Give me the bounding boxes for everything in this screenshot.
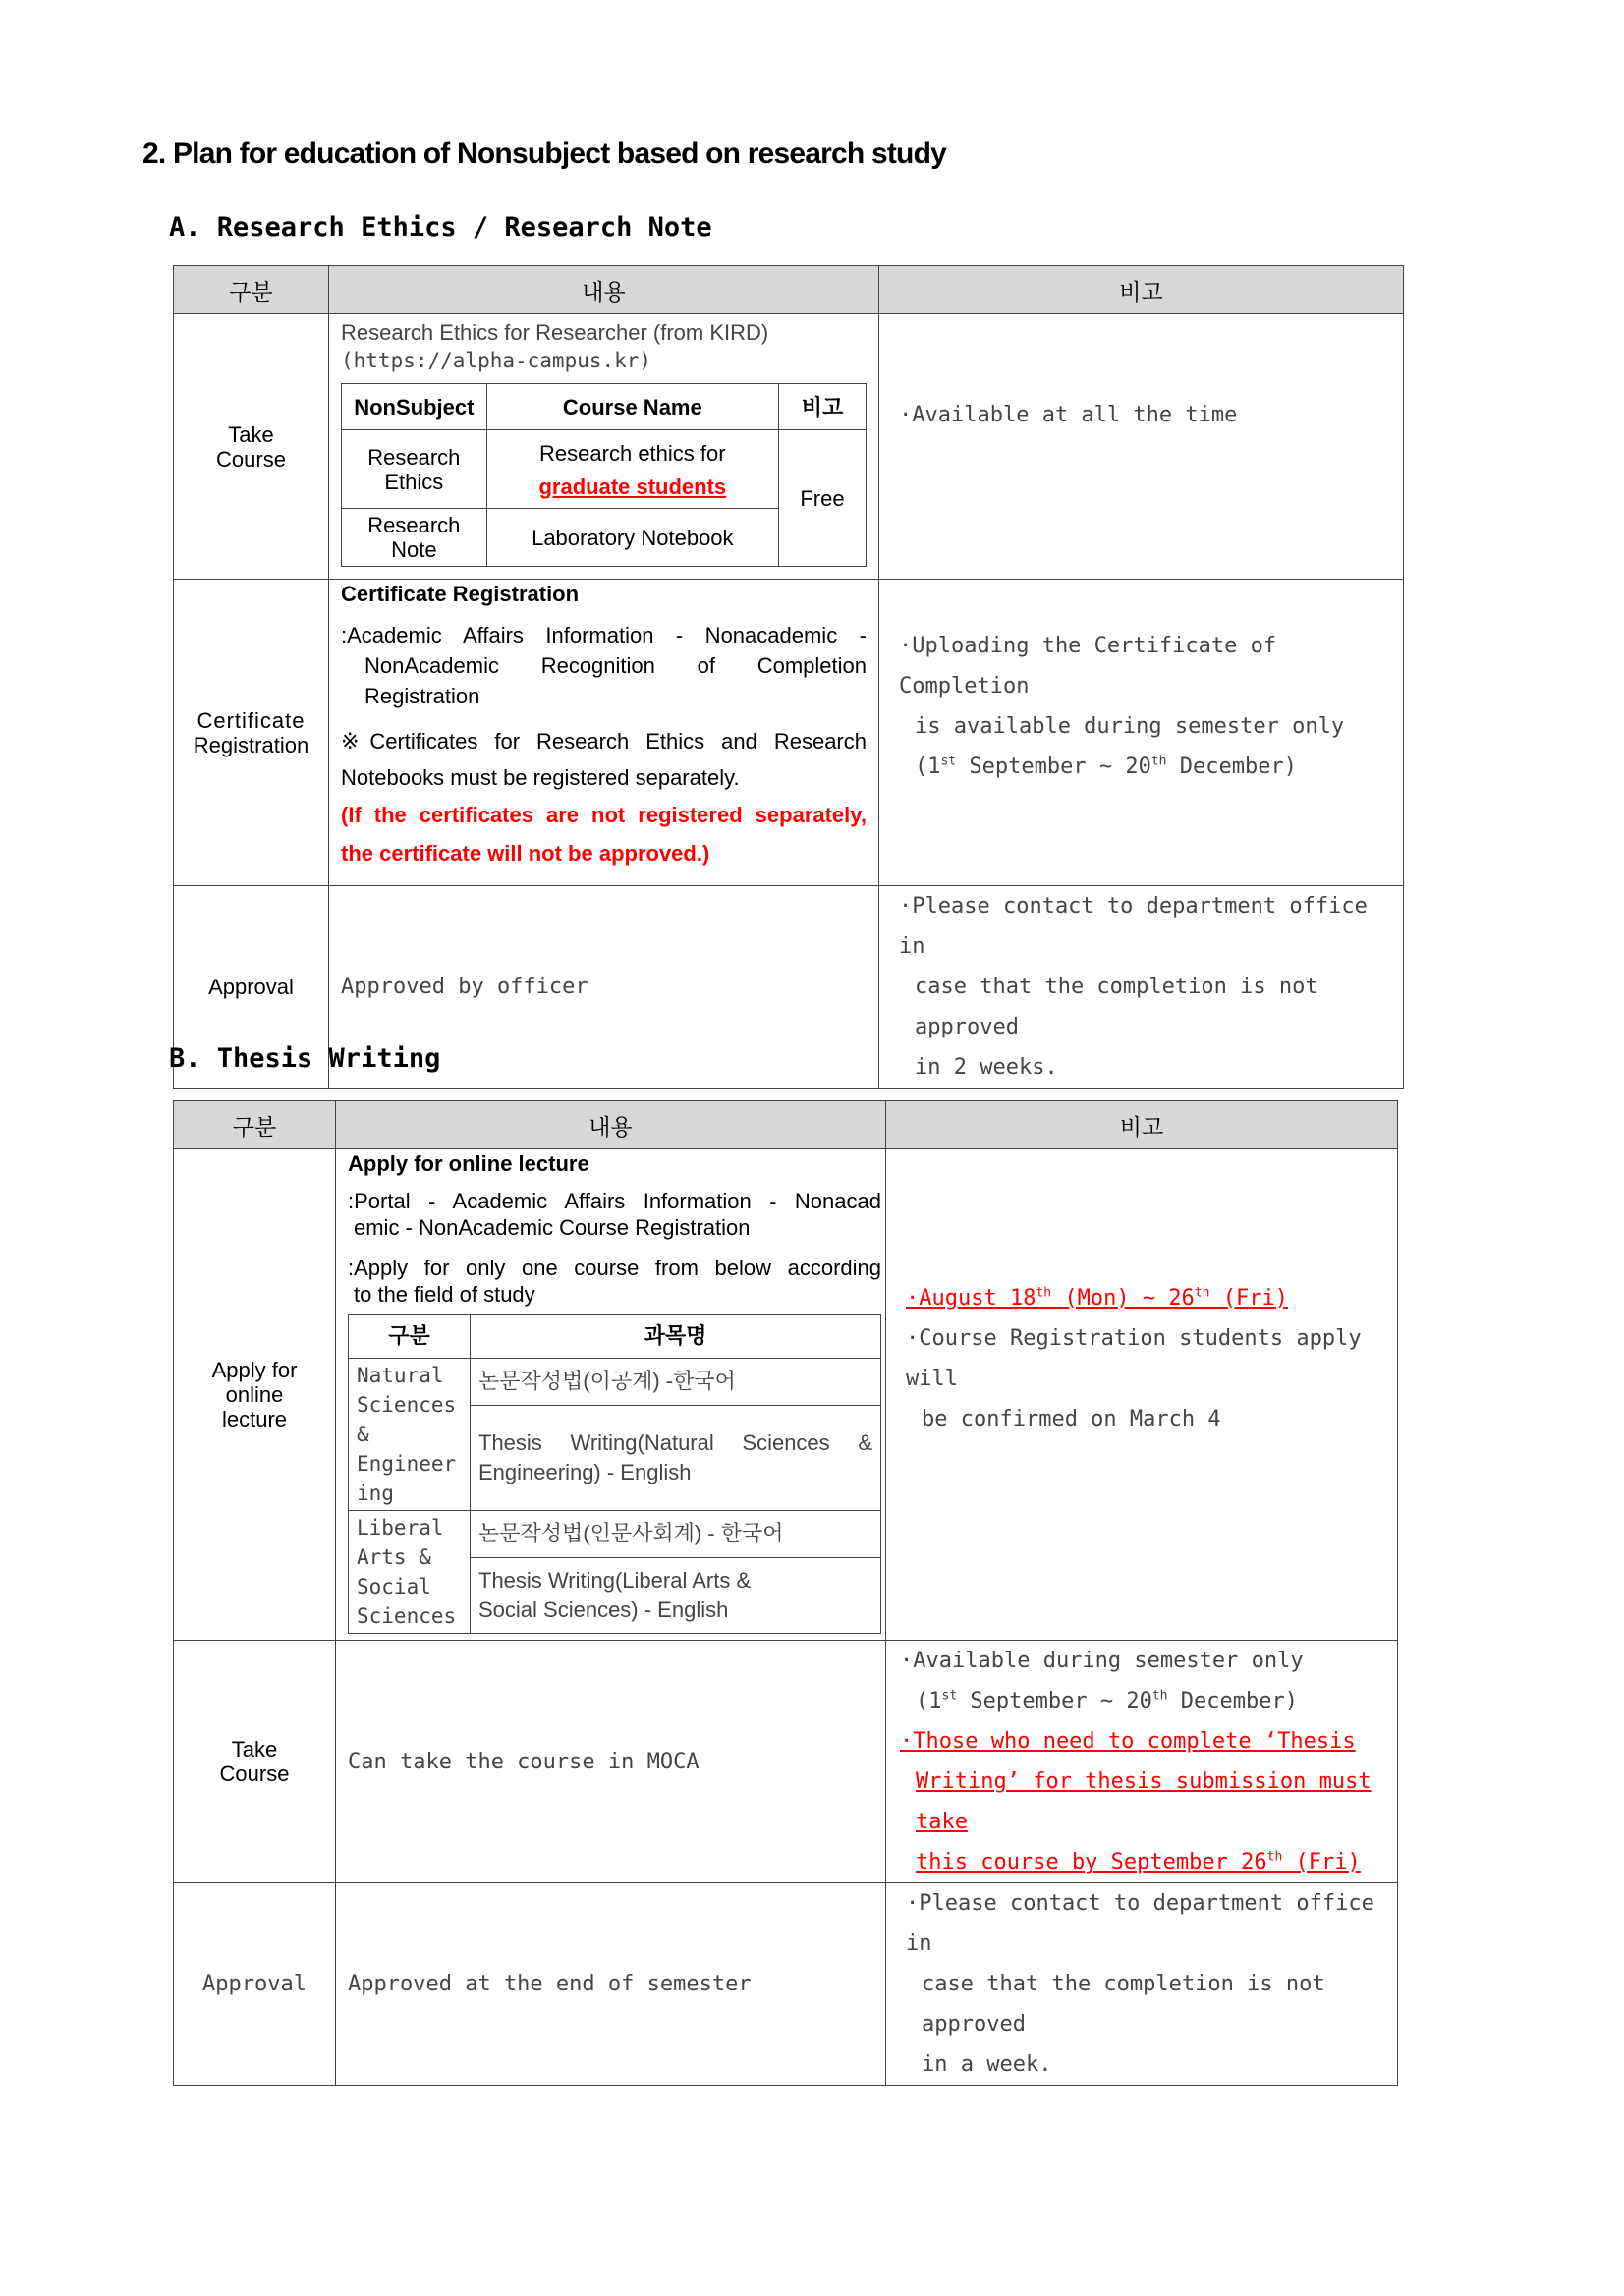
- nonsubject-cell: Research Ethics: [342, 430, 487, 509]
- table-row: [174, 314, 1404, 580]
- row-content: Approved at the end of semester: [336, 1883, 886, 2086]
- table-row: [174, 580, 1404, 886]
- intro-text: Research Ethics for Researcher (from KIRD): [341, 320, 769, 345]
- thesis-writing-table: [173, 1100, 1398, 2086]
- certificate-warning: (If the certificates are not registered separately, the certificate will not be approved.): [341, 803, 867, 866]
- inner-header: 과목명: [471, 1315, 881, 1359]
- course-name-cell: 논문작성법(인문사회계) - 한국어: [471, 1511, 881, 1558]
- table-header-row: [174, 266, 1404, 314]
- certificate-note: ※Certificates for Research Ethics and Research Notebooks must be registered separately.: [341, 729, 867, 790]
- inner-header: 구분: [349, 1315, 471, 1359]
- table-header-row: [174, 1101, 1398, 1149]
- table-row: [174, 1883, 1398, 2086]
- header-remark: 비고: [886, 1101, 1398, 1149]
- apply-instruction: :Apply for only one course from below according to the field of study: [348, 1256, 881, 1307]
- research-ethics-table: [173, 265, 1404, 1089]
- row-content: Can take the course in MOCA: [336, 1641, 886, 1883]
- row-remark: ·Uploading the Certificate of Completion is available during semester only (1st September ~ 20th December): [879, 580, 1404, 886]
- row-category: Take Course: [174, 1641, 336, 1883]
- row-content: [329, 580, 879, 886]
- course-name-cell: Research ethics for graduate students: [486, 430, 778, 509]
- row-content: [329, 314, 879, 580]
- table-row: [174, 1641, 1398, 1883]
- row-content: Approved by officer: [329, 886, 879, 1089]
- course-name-cell: Thesis Writing(Natural Sciences & Engineering) - English: [471, 1405, 881, 1510]
- header-category: 구분: [174, 1101, 336, 1149]
- certificate-path: :Academic Affairs Information - Nonacademic - NonAcademic Recognition of Completion Registration: [341, 623, 867, 708]
- fee-cell: Free: [778, 430, 866, 567]
- table-row: [174, 1149, 1398, 1641]
- row-content: [336, 1149, 886, 1641]
- row-category: [174, 314, 329, 580]
- section-a-title: A. Research Ethics / Research Note: [169, 212, 712, 243]
- intro-url: (https://alpha-campus.kr): [341, 349, 652, 372]
- course-name-cell: 논문작성법(이공계) -한국어: [471, 1359, 881, 1406]
- certificate-heading: Certificate Registration: [341, 582, 580, 606]
- row-category: Certificate Registration: [174, 580, 329, 886]
- header-content: 내용: [329, 266, 879, 314]
- row-category: Approval: [174, 1883, 336, 2086]
- field-cell: Natural Sciences & Engineer ing: [349, 1359, 471, 1511]
- course-name-cell: Laboratory Notebook: [486, 509, 778, 567]
- inner-header: 비고: [778, 384, 866, 430]
- course-name-cell: Thesis Writing(Liberal Arts & Social Sciences) - English: [471, 1557, 881, 1633]
- course-inner-table: [348, 1314, 881, 1634]
- graduate-students-link: graduate students: [538, 474, 727, 499]
- apply-date: ·August 18th (Mon) ~ 26th (Fri): [906, 1285, 1288, 1311]
- row-remark: ·Please contact to department office in case that the completion is not approved in 2 weeks.: [879, 886, 1404, 1089]
- row-remark: ·Available at all the time: [879, 314, 1404, 580]
- header-category: 구분: [174, 266, 329, 314]
- header-content: 내용: [336, 1101, 886, 1149]
- nonsubject-cell: Research Note: [342, 509, 487, 567]
- category-line: Course: [216, 446, 286, 472]
- page-title: 2. Plan for education of Nonsubject based on research study: [142, 138, 946, 170]
- field-cell: Liberal Arts & Social Sciences: [349, 1511, 471, 1634]
- section-b-title: B. Thesis Writing: [169, 1043, 441, 1074]
- course-inner-table: [341, 383, 867, 567]
- apply-heading: Apply for online lecture: [348, 1151, 589, 1176]
- row-remark: ·Available during semester only (1st September ~ 20th December) ·Those who need to complete ‘Thesis Writing’ for thesis submission must take this course by September 26th (Fri): [886, 1641, 1398, 1883]
- row-remark: ·August 18th (Mon) ~ 26th (Fri) ·Course Registration students apply will be confirmed on March 4: [886, 1149, 1398, 1641]
- deadline-warning: ·Those who need to complete ‘Thesis Writing’ for thesis submission must take this course by September 26th (Fri): [900, 1729, 1372, 1875]
- inner-header: NonSubject: [342, 384, 487, 430]
- header-remark: 비고: [879, 266, 1404, 314]
- row-category: Apply for online lecture: [174, 1149, 336, 1641]
- category-line: Take: [228, 421, 274, 447]
- row-remark: ·Please contact to department office in case that the completion is not approved in a week.: [886, 1883, 1398, 2086]
- row-category: Approval: [174, 886, 329, 1089]
- apply-path: :Portal - Academic Affairs Information - Nonacad emic - NonAcademic Course Registration: [348, 1189, 881, 1240]
- inner-header: Course Name: [486, 384, 778, 430]
